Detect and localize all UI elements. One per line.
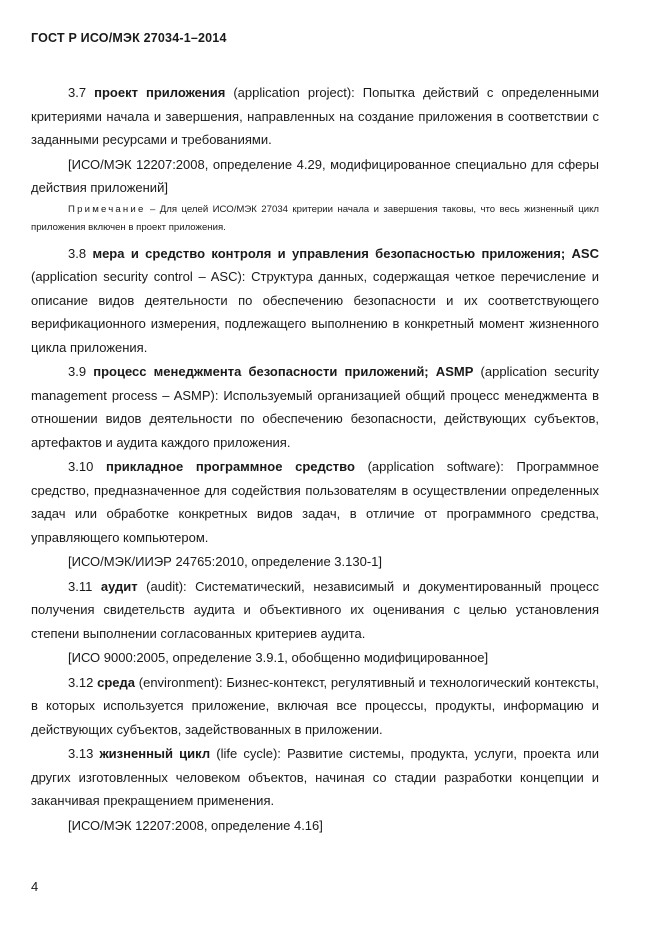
term-name: жизненный цикл (99, 746, 211, 761)
term-number: 3.9 (68, 364, 87, 379)
term-number: 3.13 (68, 746, 94, 761)
definition-3-9 (31, 360, 599, 454)
term-number: 3.12 (68, 674, 94, 690)
definition-3-12 (31, 671, 599, 742)
definition-3-7 (31, 81, 599, 152)
term-definition: (application security management process – ASMP): Используемый организацией общий процесс менеджмента в отношении видов деятельности по обеспечению безопасности, действующих субъектов, артефактов и аудита каждого приложения. (31, 364, 599, 450)
term-name: мера и средство контроля и управления безопасностью приложения; ASC (92, 245, 599, 261)
definition-3-11 (31, 575, 599, 646)
page-number: 4 (31, 879, 39, 894)
term-name: проект приложения (94, 85, 226, 100)
term-definition: (audit): Систематический, независимый и документированный процесс получения свидетельств аудита и объективного их оценивания с целью установления степени выполнении согласованных критериев аудита. (31, 578, 599, 641)
note-label: Примечание (68, 203, 146, 215)
term-definition: (life cycle): Развитие системы, продукта, услуги, проекта или других изготовленных человеком объектов, начиная со стадии разработки концепции и заканчивая прекращением применения. (31, 746, 599, 808)
note-text: – Для целей ИСО/МЭК 27034 критерии начала и завершения таковы, что весь жизненный цикл приложения включен в проект приложения. (31, 203, 599, 233)
reference-3-11: [ИСО 9000:2005, определение 3.9.1, обобщенно модифицированное] (68, 650, 489, 665)
term-name: процесс менеджмента безопасности приложений; ASMP (93, 364, 474, 379)
term-definition: (application project): Попытка действий с определенными критериями начала и завершения, направленных на создание приложения в соответствии с заданными ресурсами и требованиями. (31, 85, 599, 147)
term-definition: (application software): Программное средство, предназначенное для содействия пользователям в осуществлении определенных задач или обработке конкретных видов задач, в отличие от программного средства, управляющего компьютером. (31, 459, 599, 545)
definition-3-10 (31, 455, 599, 549)
term-definition: (environment): Бизнес-контекст, регулятивный и технологический контексты, в которых используется приложение, включая все процессы, продукты, информацию и действующих субъектов, задействованных в приложении. (31, 674, 599, 737)
definition-3-13 (31, 742, 599, 813)
term-number: 3.11 (68, 578, 93, 594)
term-name: среда (97, 674, 135, 690)
reference-3-10: [ИСО/МЭК/ИИЭР 24765:2010, определение 3.130-1] (68, 554, 382, 569)
term-name: аудит (100, 578, 138, 594)
term-number: 3.7 (68, 85, 87, 100)
term-number: 3.10 (68, 459, 94, 474)
term-name: прикладное программное средство (105, 459, 355, 474)
term-definition: (application security control – ASC): Структура данных, содержащая четкое перечисление и описание видов деятельности по обеспечению безопасности и их соответствующего верификационного измерения, подлежащего выполнению в конкретный момент жизненного цикла приложения. (31, 269, 599, 355)
reference-3-13: [ИСО/МЭК 12207:2008, определение 4.16] (68, 817, 323, 833)
reference-3-7: [ИСО/МЭК 12207:2008, определение 4.29, модифицированное специально для сферы действия приложений] (31, 156, 599, 195)
definition-3-8 (31, 242, 599, 360)
document-body (31, 81, 599, 838)
term-number: 3.8 (68, 245, 87, 261)
document-header: ГОСТ Р ИСО/МЭК 27034-1–2014 (31, 31, 227, 45)
note-3-7 (31, 201, 599, 237)
